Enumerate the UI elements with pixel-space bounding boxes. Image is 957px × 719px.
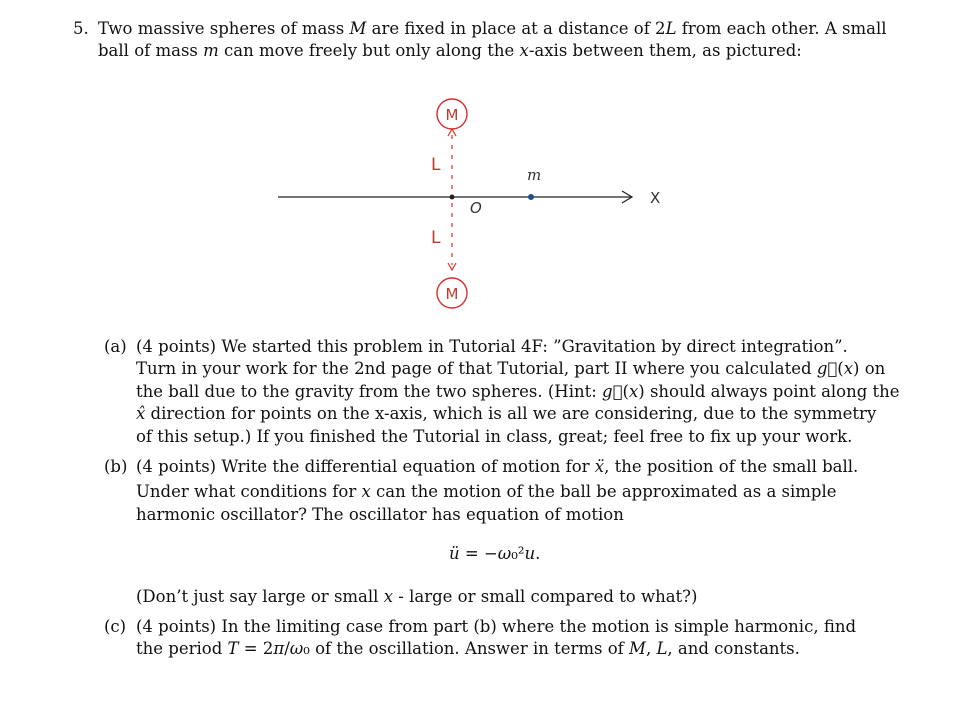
lower-distance-label: L: [431, 228, 441, 248]
bottom-sphere-label: M: [445, 285, 459, 303]
math-symbol: u: [524, 544, 536, 563]
part-a-line-2: Turn in your work for the 2nd page of that Tutorial, part II where you calculated g⃗(x) on: [136, 359, 886, 378]
part-b-label: (b): [104, 457, 128, 476]
part-b-note: (Don’t just say large or small x - large or small compared to what?): [136, 587, 698, 606]
part-a-line-5: of this setup.) If you finished the Tutorial in class, great; feel free to fix up your work.: [136, 427, 853, 446]
math-symbol: L: [656, 639, 668, 658]
part-b-equation: ü = −ω₀²u.: [449, 544, 541, 563]
part-c-line-1: (4 points) In the limiting case from part (b) where the motion is simple harmonic, find: [136, 617, 857, 636]
upper-distance-label: L: [431, 155, 441, 175]
math-symbol: L: [665, 19, 677, 38]
math-symbol: x: [843, 359, 854, 378]
math-symbol: ẍ: [594, 457, 605, 476]
upper-arrowhead: [448, 129, 456, 136]
math-symbol: x̂: [136, 404, 146, 423]
small-ball: [528, 194, 534, 200]
part-b-line-3: harmonic oscillator? The oscillator has equation of motion: [136, 505, 624, 524]
origin-point: [450, 195, 455, 200]
problem-number: 5.: [73, 19, 89, 38]
part-a-line-3: the ball due to the gravity from the two spheres. (Hint: g⃗(x) should always point along the: [136, 382, 900, 401]
math-symbol: M: [349, 19, 367, 38]
part-a-line-1: (4 points) We started this problem in Tutorial 4F: ”Gravitation by direct integration”.: [136, 337, 848, 356]
intro-line-1: Two massive spheres of mass M are fixed in place at a distance of 2L from each other. A small: [98, 19, 887, 38]
math-symbol: M: [629, 639, 646, 658]
x-axis-label: X: [650, 189, 661, 207]
math-symbol: ü: [449, 544, 460, 563]
math-symbol: ω: [497, 544, 512, 563]
math-symbol: x: [628, 382, 639, 401]
part-a-line-4: x̂ direction for points on the x-axis, which is all we are considering, due to the symmetry: [136, 404, 877, 423]
ball-label: m: [527, 166, 542, 184]
part-c-line-2: the period T = 2π/ω₀ of the oscillation. Answer in terms of M, L, and constants.: [136, 639, 800, 658]
part-b-line-2: Under what conditions for x can the motion of the ball be approximated as a simple: [136, 482, 837, 501]
origin-label: O: [470, 199, 482, 217]
math-symbol: x: [519, 41, 529, 60]
intro-line-2: ball of mass m can move freely but only along the x-axis between them, as pictured:: [98, 41, 802, 60]
top-sphere-label: M: [445, 106, 459, 124]
math-symbol: g⃗: [602, 382, 623, 401]
part-c-label: (c): [104, 617, 127, 636]
part-a-label: (a): [104, 337, 127, 356]
math-symbol: m: [203, 41, 219, 60]
math-symbol: x: [361, 482, 371, 501]
math-symbol: ω: [289, 639, 304, 658]
math-symbol: x: [383, 587, 394, 606]
part-b-line-1: (4 points) Write the differential equation of motion for ẍ, the position of the small ball.: [136, 457, 859, 476]
math-symbol: π: [273, 639, 285, 658]
math-symbol: T: [227, 639, 239, 658]
math-symbol: g⃗: [816, 359, 838, 378]
